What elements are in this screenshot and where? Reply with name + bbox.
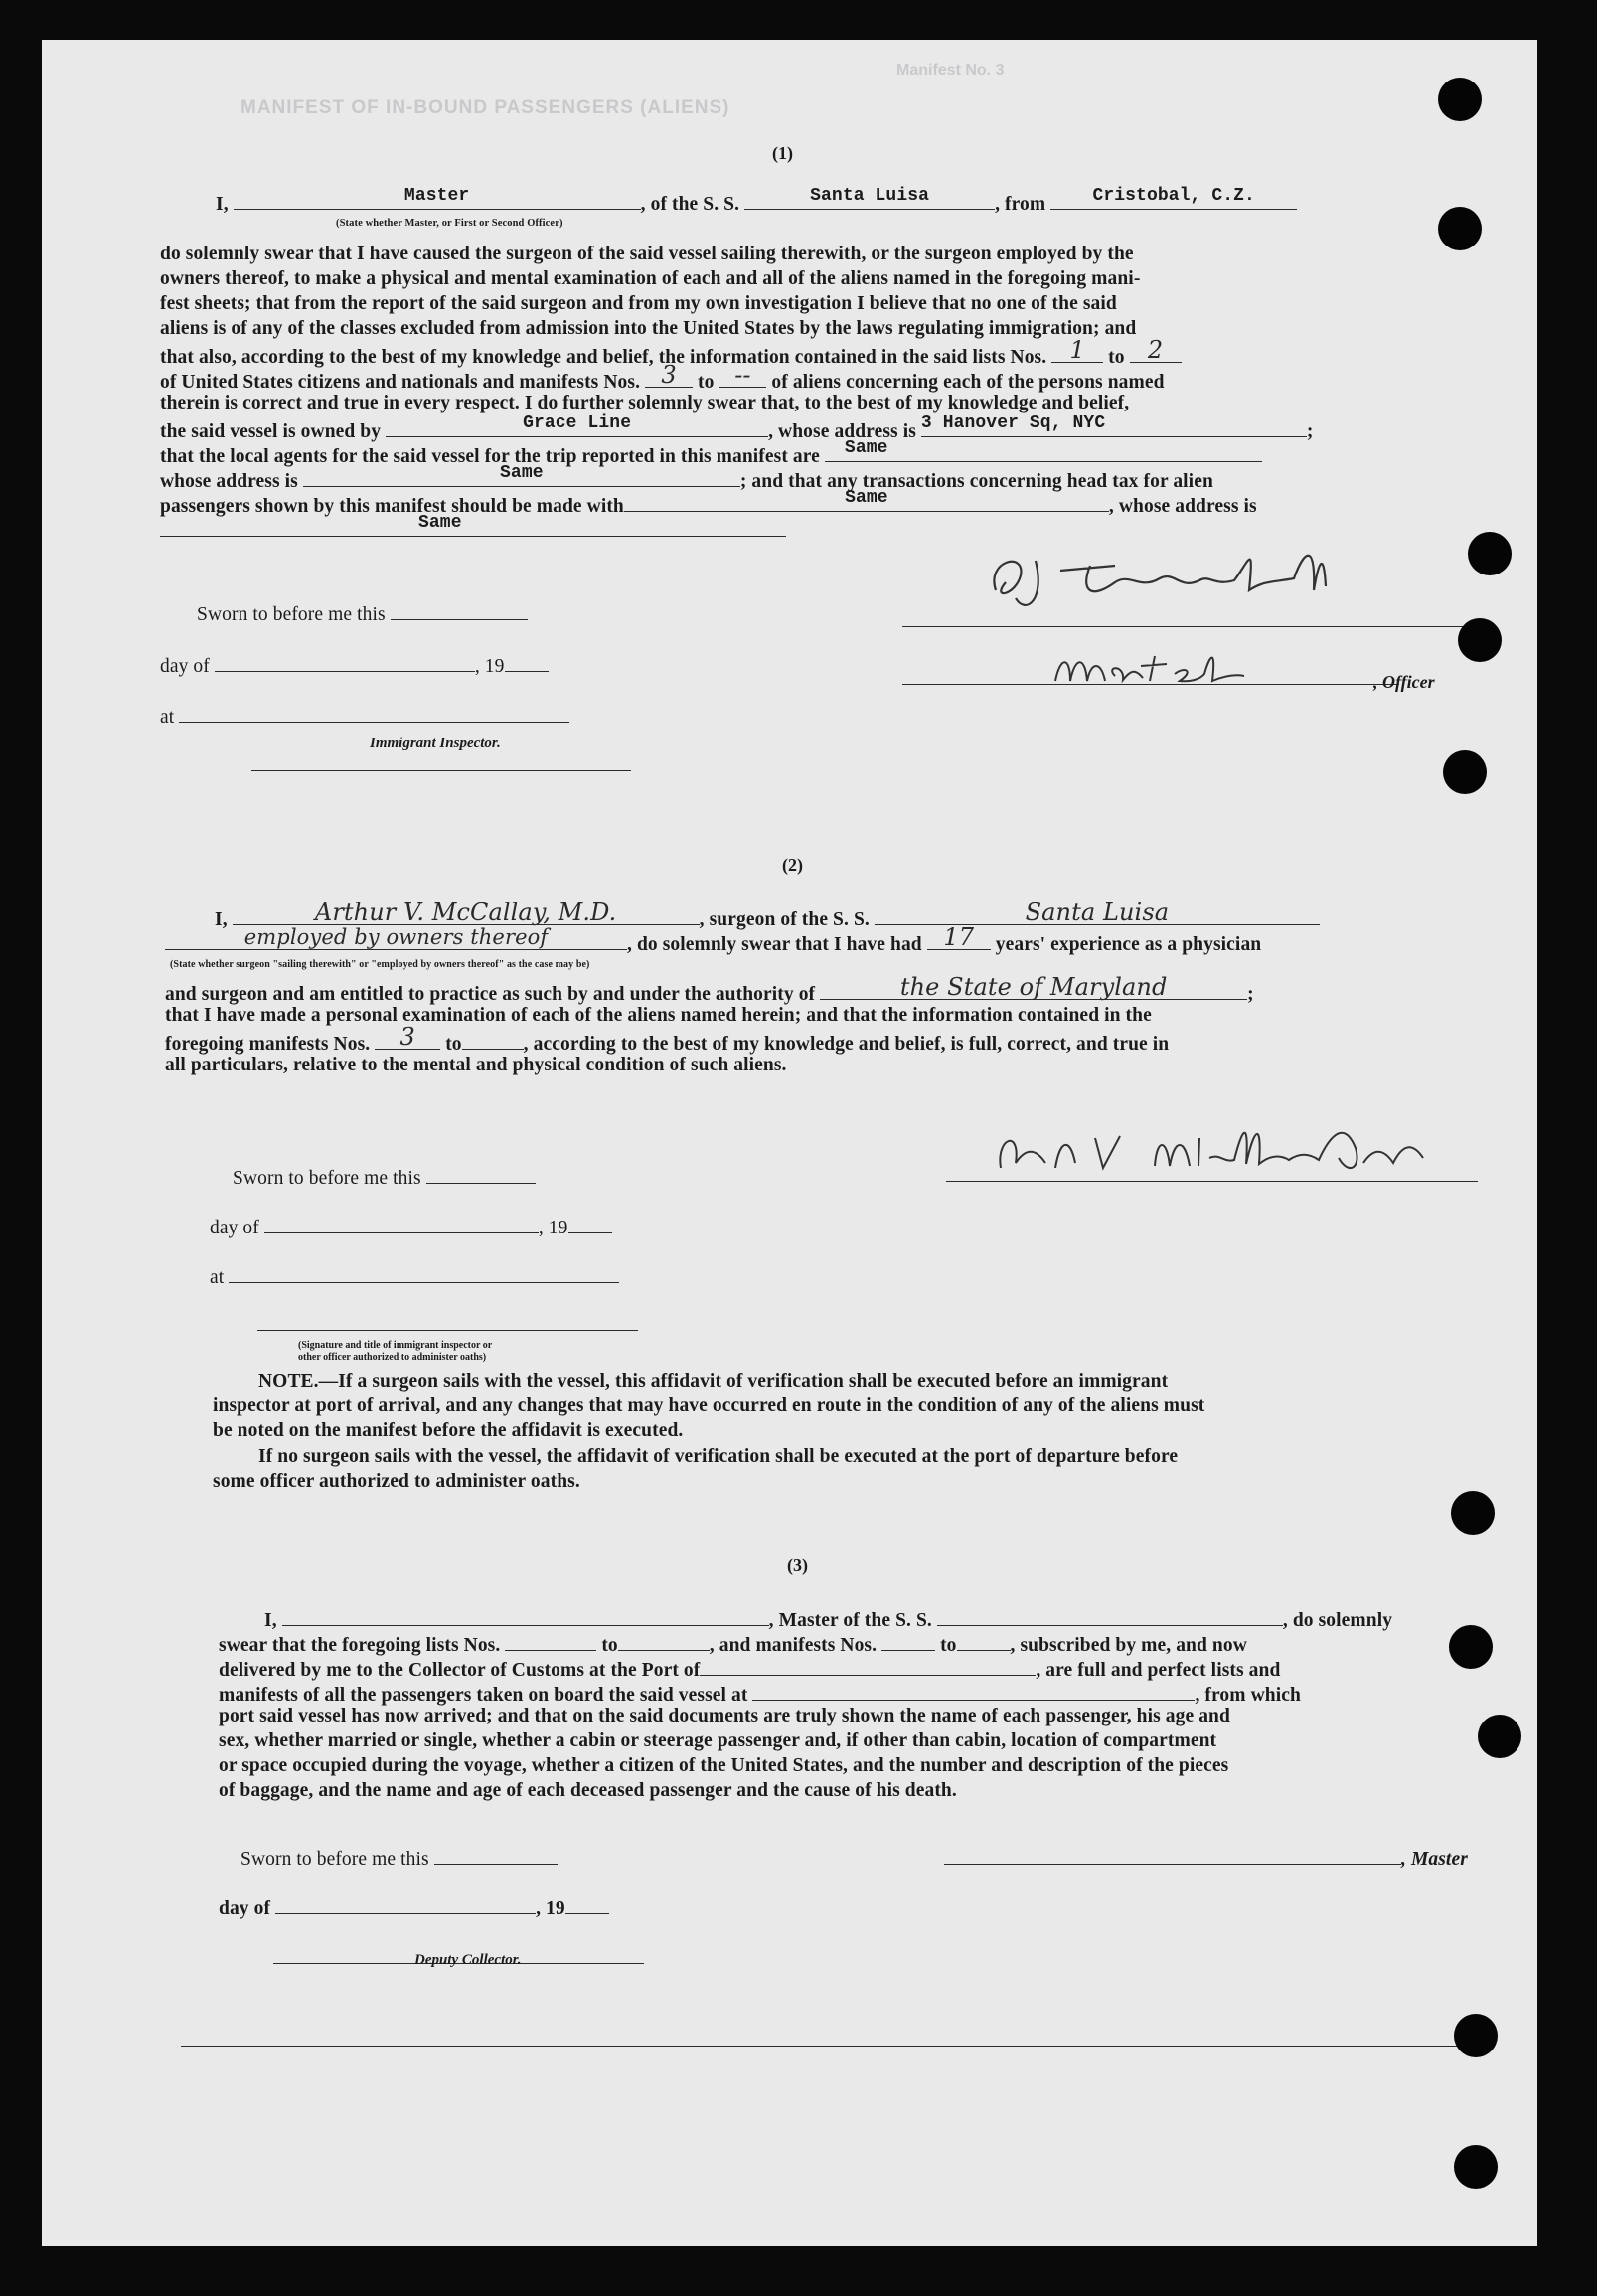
sec1-line-4: fest sheets; that from the report of the said surgeon and from my own investigation I believe that no one of the said bbox=[160, 293, 1117, 314]
sec3-lists-from-blank bbox=[505, 1630, 596, 1651]
surgeon-status-note: (State whether surgeon "sailing therewith" or "employed by owners thereof" as the case may be) bbox=[170, 959, 590, 970]
sec1-line-11a: whose address is bbox=[160, 471, 298, 492]
manifests-from-field: 3 bbox=[661, 360, 677, 389]
punch-hole bbox=[1458, 618, 1502, 662]
surgeon-signature-image bbox=[986, 1108, 1463, 1188]
sec3-sworn-blank bbox=[434, 1844, 558, 1865]
note-line-2: inspector at port of arrival, and any changes that may have occurred en route in the condition of any of the aliens must bbox=[213, 1395, 1205, 1416]
sec3-line-5: port said vessel has now arrived; and that on the said documents are truly shown the name of each passenger, his age and bbox=[219, 1706, 1230, 1726]
sec3-line-7: or space occupied during the voyage, whether a citizen of the United States, and the number and description of the pieces bbox=[219, 1755, 1229, 1776]
sec2-day-blank bbox=[264, 1213, 539, 1233]
sec3-to-1: to bbox=[601, 1635, 618, 1656]
sec2-at-blank bbox=[229, 1262, 619, 1283]
bottom-rule bbox=[181, 2046, 1483, 2047]
sec3-year-blank bbox=[565, 1893, 609, 1914]
note-line-4: If no surgeon sails with the vessel, the affidavit of verification shall be executed at the port of departure before bbox=[258, 1446, 1179, 1467]
sec2-line-2c: years' experience as a physician bbox=[995, 934, 1262, 955]
sec3-line-3a: delivered by me to the Collector of Customs at the Port of bbox=[219, 1660, 701, 1681]
sec3-ship-blank bbox=[937, 1605, 1283, 1626]
sec2-line-3a: and surgeon and am entitled to practice as such by and under the authority of bbox=[165, 984, 816, 1005]
origin-port-field: Cristobal, C.Z. bbox=[1092, 185, 1255, 206]
sec3-man-from-blank bbox=[881, 1630, 935, 1651]
sec3-to-2: to bbox=[940, 1635, 957, 1656]
vessel-owner-field: Grace Line bbox=[523, 412, 632, 433]
punch-hole bbox=[1478, 1715, 1521, 1758]
sec1-line-12b: , whose address is bbox=[1108, 496, 1257, 517]
lists-to-field: 2 bbox=[1147, 335, 1164, 364]
officer-label: , Officer bbox=[1373, 672, 1435, 692]
ship-name-field: Santa Luisa bbox=[810, 185, 930, 206]
sec2-line-5a: foregoing manifests Nos. bbox=[165, 1034, 371, 1055]
sec3-sworn-label: Sworn to before me this bbox=[240, 1849, 429, 1870]
section-3-number: (3) bbox=[787, 1556, 808, 1575]
bleed-text-manifest-no: Manifest No. 3 bbox=[896, 62, 1005, 79]
punch-hole bbox=[1454, 2014, 1498, 2057]
punch-hole bbox=[1454, 2145, 1498, 2189]
sec2-year-label: , 19 bbox=[538, 1218, 568, 1238]
sec2-line-1b: , surgeon of the S. S. bbox=[699, 909, 870, 930]
head-tax-address-field: Same bbox=[418, 512, 462, 533]
sec3-line-2b: , and manifests Nos. bbox=[709, 1635, 878, 1656]
sec2-line-4: that I have made a personal examination of each of the aliens named herein; and that the information contained in the bbox=[165, 1005, 1152, 1026]
sec1-line-11b: ; and that any transactions concerning head tax for alien bbox=[739, 471, 1213, 492]
sec1-line-5: aliens is of any of the classes excluded from admission into the United States by the laws regulating immigration; and bbox=[160, 318, 1137, 339]
punch-hole bbox=[1438, 207, 1482, 250]
deputy-collector-label: Deputy Collector. bbox=[414, 1952, 522, 1968]
officer-rank-note: (State whether Master, or First or Second Officer) bbox=[336, 218, 563, 229]
sec1-at-blank bbox=[179, 702, 569, 723]
sec3-line-4a: manifests of all the passengers taken on board the said vessel at bbox=[219, 1685, 748, 1706]
sec2-line-5c: , according to the best of my knowledge and belief, is full, correct, and true in bbox=[523, 1034, 1170, 1055]
punch-hole bbox=[1449, 1625, 1493, 1669]
owner-address-field: 3 Hanover Sq, NYC bbox=[920, 412, 1106, 433]
sec3-man-to-blank bbox=[957, 1630, 1011, 1651]
sec3-line-1b: , Master of the S. S. bbox=[768, 1610, 932, 1631]
sec3-line-3b: , are full and perfect lists and bbox=[1036, 1660, 1281, 1681]
sec1-line-7b: of aliens concerning each of the persons named bbox=[771, 372, 1165, 393]
immigrant-inspector-label: Immigrant Inspector. bbox=[370, 736, 501, 751]
sec1-line-10: that the local agents for the said vessel for the trip reported in this manifest are bbox=[160, 446, 820, 467]
sec1-line-9b: , whose address is bbox=[768, 421, 916, 442]
sec3-line-2c: , subscribed by me, and now bbox=[1010, 1635, 1247, 1656]
surgeon-name-field: Arthur V. McCallay, M.D. bbox=[314, 898, 617, 926]
sec2-line-6: all particulars, relative to the mental and physical condition of such aliens. bbox=[165, 1055, 787, 1075]
sec1-line-7a: of United States citizens and nationals and manifests Nos. bbox=[160, 372, 641, 393]
sec3-day-label: day of bbox=[219, 1898, 271, 1919]
authority-field: the State of Maryland bbox=[899, 972, 1168, 1001]
punch-hole bbox=[1443, 750, 1487, 794]
sec2-ship-field: Santa Luisa bbox=[1025, 898, 1170, 926]
sec1-year-label: , 19 bbox=[474, 656, 505, 677]
sec2-sworn-blank bbox=[426, 1163, 536, 1184]
sec2-manifest-to-blank bbox=[462, 1029, 524, 1050]
head-tax-party-field: Same bbox=[845, 487, 888, 508]
sec3-line-4b: , from which bbox=[1195, 1685, 1301, 1706]
sec1-line-9a: the said vessel is owned by bbox=[160, 421, 382, 442]
punch-hole bbox=[1451, 1491, 1495, 1535]
bleed-text-manifest-title: MANIFEST OF IN-BOUND PASSENGERS (ALIENS) bbox=[240, 97, 730, 118]
sec3-lists-to-blank bbox=[618, 1630, 710, 1651]
section-2-number: (2) bbox=[782, 855, 803, 875]
lists-from-field: 1 bbox=[1069, 335, 1085, 364]
note-line-1: NOTE.—If a surgeon sails with the vessel, this affidavit of verification shall be executed before an immigrant bbox=[258, 1371, 1169, 1392]
sec2-i: I, bbox=[215, 909, 228, 930]
sec1-day-blank bbox=[215, 651, 475, 672]
sec1-line-3: owners thereof, to make a physical and mental examination of each and all of the aliens named in the foregoing mani- bbox=[160, 268, 1141, 289]
sec2-year-blank bbox=[568, 1213, 612, 1233]
sec3-day-blank bbox=[275, 1893, 536, 1914]
sec1-sworn-blank bbox=[391, 599, 528, 620]
sec2-manifest-from-field: 3 bbox=[399, 1022, 415, 1051]
local-agents-field: Same bbox=[844, 437, 888, 458]
sec3-line-6: sex, whether married or single, whether a cabin or steerage passenger and, if other than cabin, location of compartment bbox=[219, 1730, 1217, 1751]
sec2-line-5b: to bbox=[445, 1034, 462, 1055]
manifests-to-field: -- bbox=[734, 360, 751, 389]
sec2-day-label: day of bbox=[210, 1218, 259, 1238]
sec3-master-label: , Master bbox=[1401, 1849, 1468, 1870]
sec3-line-8: of baggage, and the name and age of each deceased passenger and the cause of his death. bbox=[219, 1780, 957, 1801]
sec2-sig-note-1: (Signature and title of immigrant inspector or bbox=[298, 1340, 493, 1351]
sec3-port-blank bbox=[700, 1655, 1036, 1676]
officer-rank-field: Master bbox=[403, 185, 470, 206]
sec1-line-12a: passengers shown by this manifest should be made with bbox=[160, 496, 624, 517]
sec3-line-2a: swear that the foregoing lists Nos. bbox=[219, 1635, 501, 1656]
punch-hole bbox=[1468, 532, 1512, 575]
sec1-line-2: do solemnly swear that I have caused the surgeon of the said vessel sailing therewith, or the surgeon employed by the bbox=[160, 244, 1134, 264]
sec1-line-6: that also, according to the best of my knowledge and belief, the information contained in the said lists Nos. bbox=[160, 347, 1047, 368]
sec1-day-label: day of bbox=[160, 656, 210, 677]
sec1-at-label: at bbox=[160, 707, 175, 728]
sec3-boarding-blank bbox=[752, 1680, 1195, 1701]
agents-address-field: Same bbox=[500, 462, 544, 483]
sec3-line-1c: , do solemnly bbox=[1282, 1610, 1393, 1631]
sec1-year-blank bbox=[505, 651, 549, 672]
section-1-number: (1) bbox=[772, 143, 793, 163]
years-experience-field: 17 bbox=[943, 922, 975, 951]
sec3-master-signature-line bbox=[944, 1844, 1401, 1865]
sec3-name-blank bbox=[282, 1605, 769, 1626]
sec2-sig-note-2: other officer authorized to administer oaths) bbox=[298, 1352, 487, 1363]
document-page: Manifest No. 3 MANIFEST OF IN-BOUND PASSENGERS (ALIENS) (1) I, Master , of the S. S. Santa Luisa , from Cristobal, C.Z. (State whether Master, or First or Second Officer) do solemnly swear that I have caused the surgeon of the said vessel sailing therewith, or the surgeon employed by the owners thereof, to make a physical and mental examination of each and all of the aliens named in the foregoing mani- fest sheets; that from the report of the said surgeon and from my own investigation I believe that no one of the said aliens is of any of the classes excluded from admission into the United States by the laws regulating immigration; and that also, according to the best of my knowledge and belief, the information contained in the said lists Nos. 1 to 2 of United States citizens and nationals and manifests Nos. 3 to -- of aliens concerning each of the persons named therein is correct and true in every respect. I do further solemnly swear that, to the best of my knowledge and belief, the said vessel is owned by Grace Line , whose address is 3 Hanover Sq, NYC ; that the local agents for the said vessel for the trip reported in this manifest are Same whose address is Same ; and that any transactions concerning head tax for alien passengers shown by this manifest should be made with Same , whose address is Same Sworn to before me this day of , 19 at Immigrant Inspector. , Officer (2) I, Arthur V. McCallay, M.D. , surgeon of the S. S. Santa Luisa employed by owners thereof , do solemnly swear that I have had 17 years' experience as a physician (State whether surgeon "sailing therewith" or "employed by owners thereof" as the case may be) and surgeon and am entitled to practice as such by and under the authority of the State of Maryland ; that I have made a personal examination of each of the aliens named herein; and that the information contained in the foregoing manifests Nos. 3 to , according to the best of my knowledge and belief, is full, correct, and true in all particulars, relative to the mental and physical condition of such aliens. Sworn to before me this day of , 19 at (Signature and title of immigrant inspector or other officer authorized to administer oaths) NOTE.—If a surgeon sails with the vessel, this affidavit of verification shall be executed before an immigrant inspector at port of arrival, and any changes that may have occurred en route in the condition of any of the aliens must be noted on the manifest before the affidavit is executed. If no surgeon sails with the vessel, the affidavit of verification shall be executed at the port of departure before some officer authorized to administer oaths. (3) I, , Master of the S. S. , do solemnly swear that the foregoing lists Nos. to , and manifests Nos. to , subscribed by me, and now delivered by me to the Collector of Customs at the Port of , are full and perfect lists and manifests of all the passengers taken on board the said vessel at , from which port said vessel has now arrived; and that on the said documents are truly shown the name of each passenger, his age and sex, whether married or single, whether a cabin or steerage passenger and, if other than cabin, location of compartment or space occupied during the voyage, whether a citizen of the United States, and the number and description of the pieces of baggage, and the name and age of each deceased passenger and the cause of his death. Sworn to before me this , Master day of , 19 Deputy Collector. bbox=[42, 40, 1537, 2246]
sec3-year-label: , 19 bbox=[536, 1898, 565, 1919]
sec3-i: I, bbox=[264, 1610, 277, 1631]
note-line-5: some officer authorized to administer oaths. bbox=[213, 1471, 580, 1492]
sec1-sworn-label: Sworn to before me this bbox=[197, 604, 386, 625]
sec1-inspector-line bbox=[251, 750, 631, 771]
sec2-sworn-label: Sworn to before me this bbox=[233, 1168, 421, 1189]
master-title-handwriting bbox=[1036, 636, 1274, 696]
note-line-3: be noted on the manifest before the affidavit is executed. bbox=[213, 1420, 684, 1441]
sec2-line-2b: , do solemnly swear that I have had bbox=[627, 934, 922, 955]
master-signature-image bbox=[966, 521, 1383, 620]
punch-hole bbox=[1438, 78, 1482, 121]
sec2-inspector-line bbox=[257, 1310, 638, 1331]
surgeon-status-field: employed by owners thereof bbox=[243, 924, 549, 949]
sec1-line-8: therein is correct and true in every respect. I do further solemnly swear that, to the best of my knowledge and belief, bbox=[160, 393, 1130, 413]
sec2-at-label: at bbox=[210, 1267, 225, 1288]
